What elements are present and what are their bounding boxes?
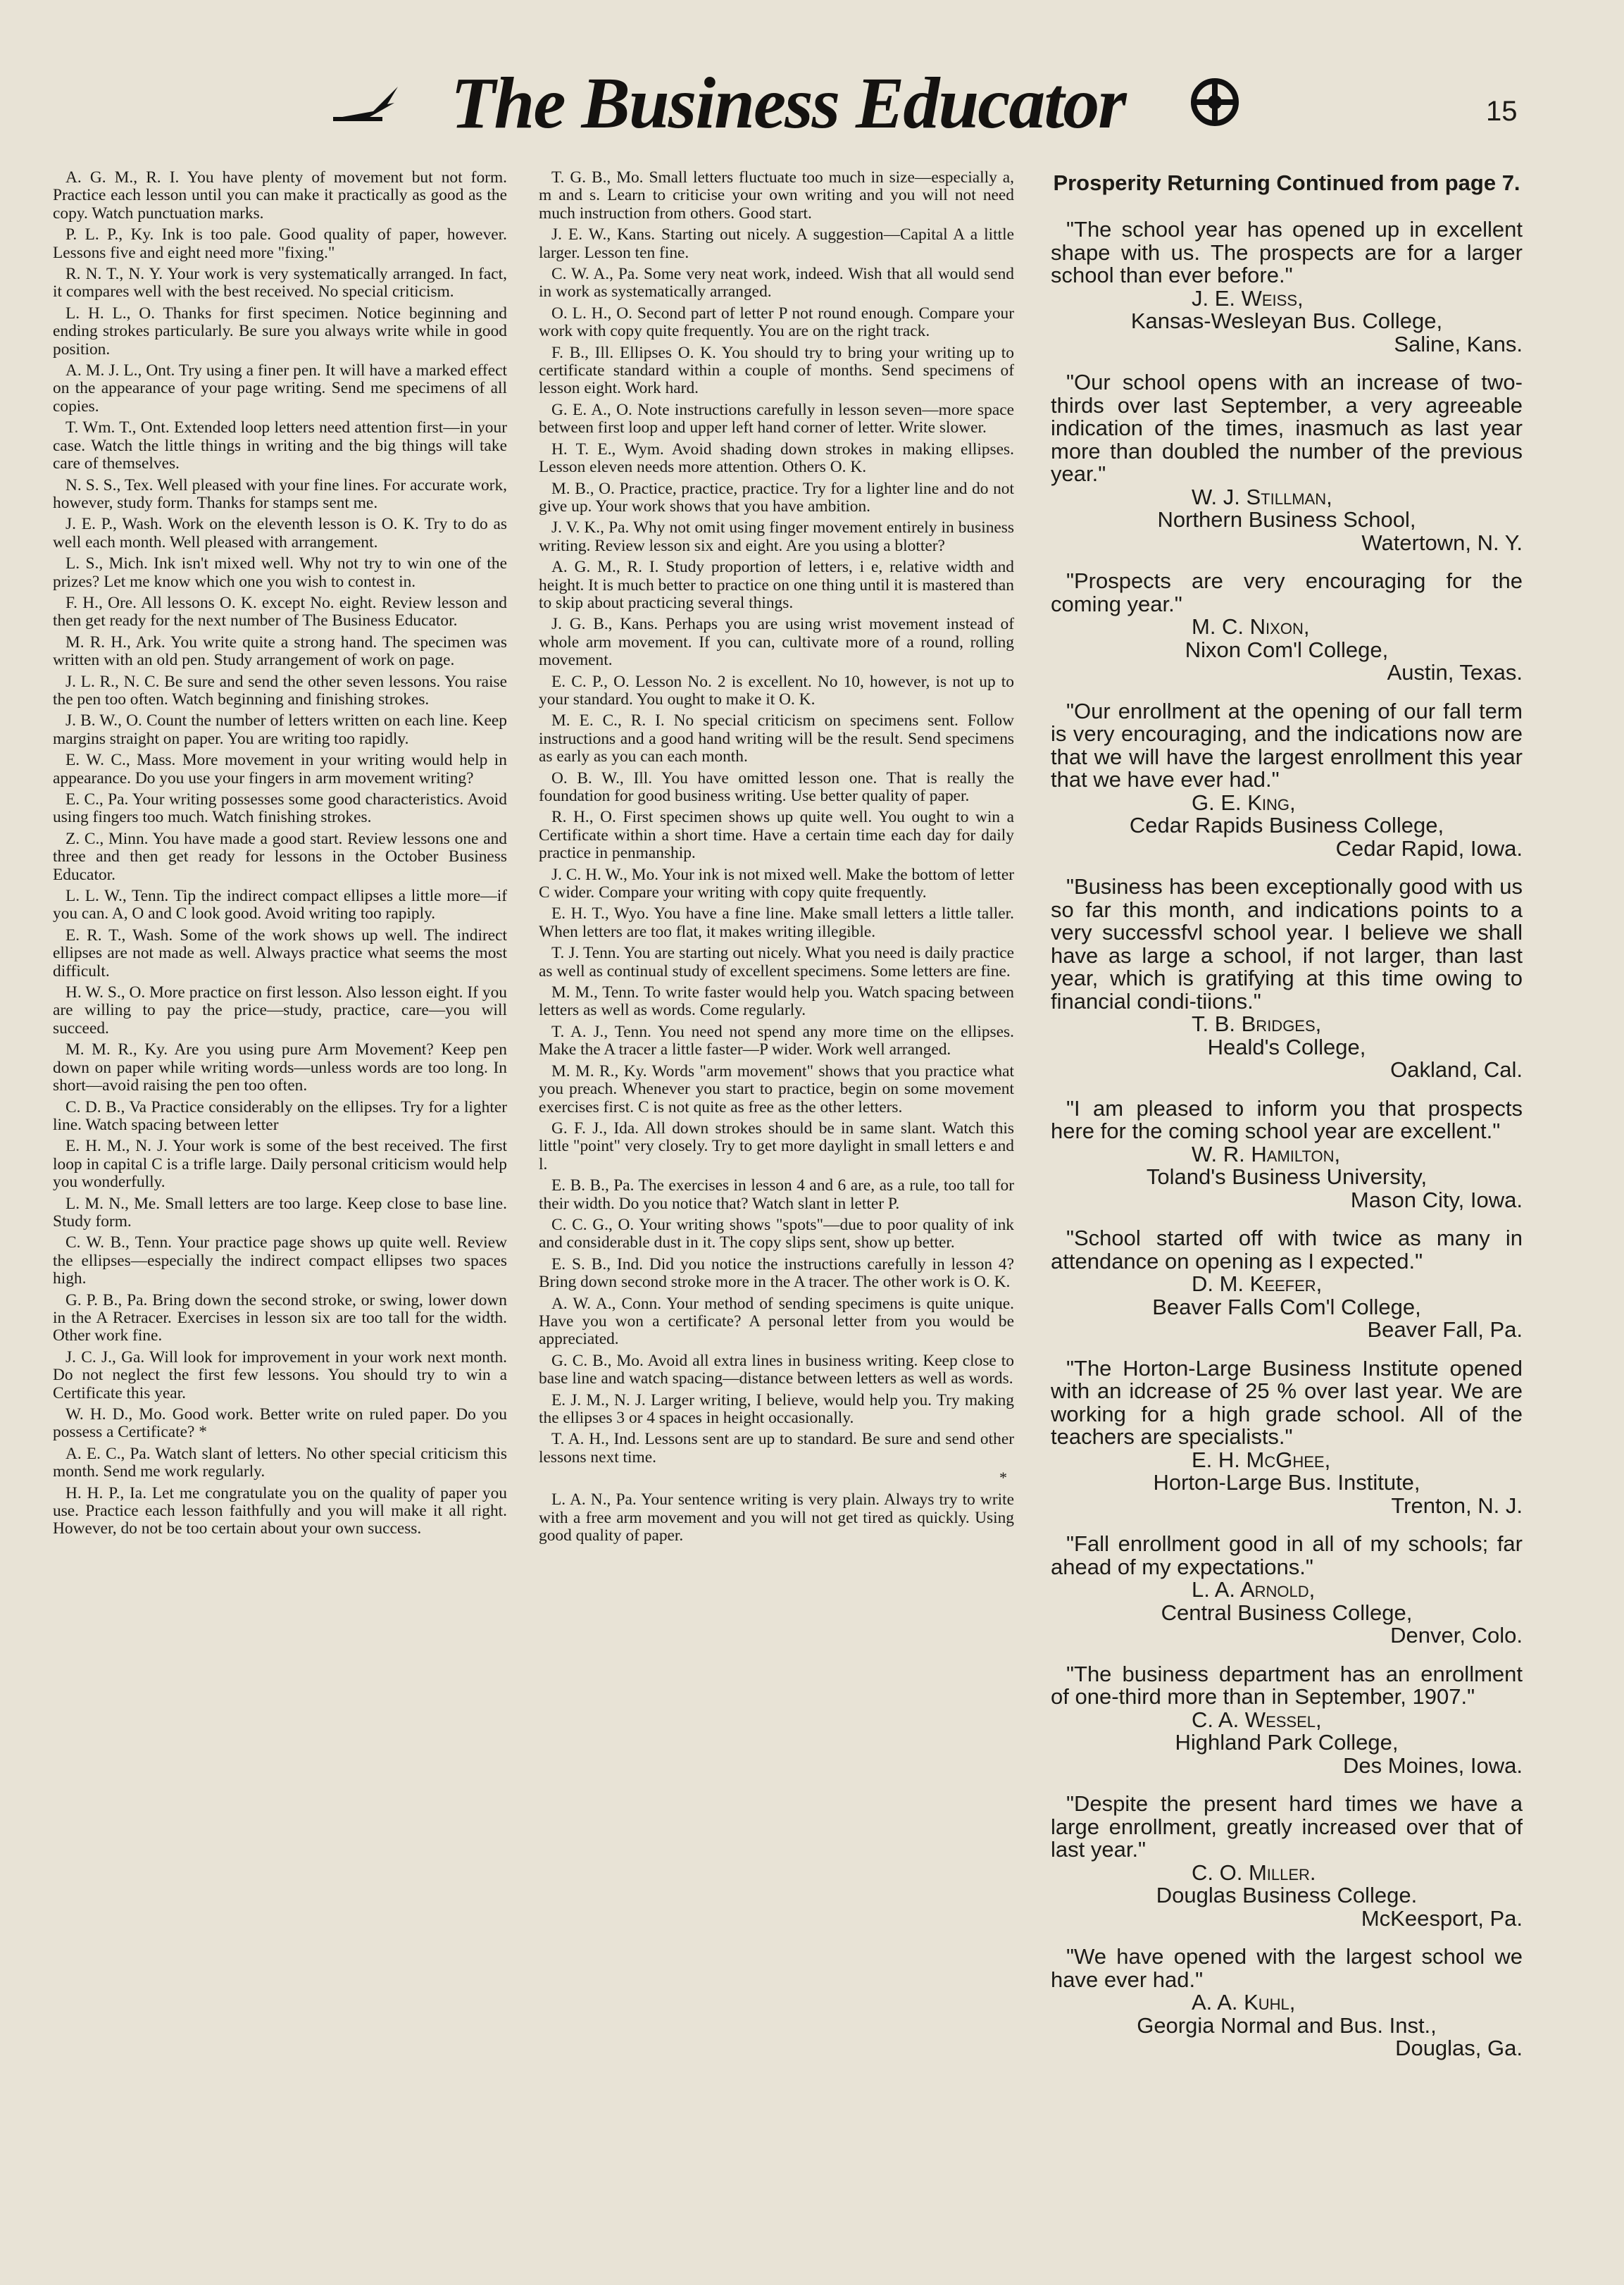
end-mark: * [999, 1469, 1007, 1487]
criticism-entry: L. S., Mich. Ink isn't mixed well. Why not try to win one of the prizes? Let me know which one you wish to contest in. [53, 554, 507, 591]
criticism-entry: A. W. A., Conn. Your method of sending specimens is quite unique. Have you won a certificate? A personal letter from you would be appreciated. [539, 1294, 1014, 1349]
criticism-entry: H. T. E., Wym. Avoid shading down strokes in making ellipses. Lesson eleven needs more attention. Others O. K. [539, 440, 1014, 477]
criticism-entry: R. H., O. First specimen shows up quite well. You ought to win a Certificate within a short time. Have a certain time each day for daily practice in penmanship. [539, 808, 1014, 863]
testimonial-quote: "Despite the present hard times we have a large enrollment, greatly increased over that of last year." [1051, 1791, 1523, 1862]
testimonial-quote: "Fall enrollment good in all of my schools; far ahead of my expectations." [1051, 1531, 1523, 1579]
criticism-entry: E. C., Pa. Your writing possesses some good characteristics. Avoid using fingers too much. Watch finishing strokes. [53, 790, 507, 827]
testimonial [1051, 700, 1523, 861]
criticism-entry: M. E. C., R. I. No special criticism on specimens sent. Follow instructions and a good hand writing will be the result. Send specimens as early as you can each month. [539, 711, 1014, 766]
signature-school: Northern Business School, [1157, 507, 1416, 532]
signature-place: Beaver Fall, Pa. [1367, 1317, 1523, 1342]
criticism-entry: T. A. H., Ind. Lessons sent are up to standard. Be sure and send other lessons next time. [539, 1430, 1014, 1467]
signature-place: Watertown, N. Y. [1361, 530, 1523, 555]
testimonial-quote: "The business department has an enrollment of one-third more than in September, 1907." [1051, 1661, 1523, 1709]
testimonial [1051, 570, 1523, 685]
criticism-entry: E. W. C., Mass. More movement in your writing would help in appearance. Do you use your fingers in arm movement writing? [53, 751, 507, 787]
signature-place: Douglas, Ga. [1395, 2036, 1523, 2060]
criticism-entry: E. H. M., N. J. Your work is some of the best received. The first loop in capital C is a trifle large. Daily personal criticism would help you wonderfully. [53, 1137, 507, 1192]
signature-place: Austin, Texas. [1387, 660, 1523, 685]
criticism-entry: M. B., O. Practice, practice, practice. Try for a lighter line and do not give up. Your work shows that you have ambition. [539, 479, 1014, 516]
signature-name: T. B. Bridges, [1192, 1011, 1322, 1036]
criticism-entry: O. B. W., Ill. You have omitted lesson one. That is really the foundation for good business writing. Use better quality of paper. [539, 768, 1014, 805]
criticism-entry: T. Wm. T., Ont. Extended loop letters need attention first—in your case. Watch the little things in writing and the big things will take care of themselves. [53, 418, 507, 473]
signature-place: Trenton, N. J. [1391, 1493, 1523, 1518]
criticism-entry: T. G. B., Mo. Small letters fluctuate too much in size—especially a, m and s. Learn to criticise your own writing and you will not need much instruction from others. Good start. [539, 168, 1014, 223]
testimonial-quote: "We have opened with the largest school we have ever had." [1051, 1944, 1523, 1992]
criticism-column-1 [53, 169, 507, 1542]
criticism-entry: G. P. B., Pa. Bring down the second stroke, or swing, lower down in the A Retracer. Exercises in lesson six are too tall for the width. Other work fine. [53, 1290, 507, 1345]
signature-name: D. M. Keefer, [1192, 1271, 1323, 1296]
criticism-entry: C. C. G., O. Your writing shows "spots"—due to poor quality of ink and considerable dust in it. The copy slips sent, show up better. [539, 1215, 1014, 1252]
signature-name: L. A. Arnold, [1192, 1577, 1316, 1602]
criticism-entry: A. E. C., Pa. Watch slant of letters. No other special criticism this month. Send me work regularly. [53, 1444, 507, 1481]
prosperity-column [1051, 169, 1523, 2076]
criticism-entry: L. H. L., O. Thanks for first specimen. Notice beginning and ending strokes particularly. Be sure you always write while in good position. [53, 304, 507, 359]
signature-name: J. E. Weiss, [1192, 285, 1304, 311]
criticism-entry: T. J. Tenn. You are starting out nicely. What you need is daily practice as well as continual study of excellent specimens. Some letters are fine. [539, 944, 1014, 980]
signature-name: W. R. Hamilton, [1192, 1141, 1341, 1166]
signature-name: G. E. King, [1192, 790, 1296, 815]
criticism-entry: M. M. R., Ky. Words "arm movement" shows that you practice what you preach. Whenever you start to practice, begin on some movement exercises first. C is not quite as free as the other letters. [539, 1061, 1014, 1116]
page-number: 15 [1486, 96, 1518, 127]
criticism-entry: C. D. B., Va Practice considerably on the ellipses. Try for a lighter line. Watch spacing between letter [53, 1097, 507, 1134]
criticism-entry: A. G. M., R. I. Study proportion of letters, i e, relative width and height. It is much better to practice on one thing until it is mastered than to skip about practicing several things. [539, 558, 1014, 612]
testimonial [1051, 1663, 1523, 1778]
testimonial [1051, 218, 1523, 356]
criticism-entry: A. M. J. L., Ont. Try using a finer pen. It will have a marked effect on the appearance of your page writing. Send me specimens of all copies. [53, 361, 507, 416]
criticism-entry: E. S. B., Ind. Did you notice the instructions carefully in lesson 4? Bring down second stroke more in the A tracer. The other work is O. K. [539, 1254, 1014, 1292]
criticism-entry: L. A. N., Pa. Your sentence writing is very plain. Always try to write with a free arm movement and you will not get tired as quickly. Using good quality of paper. [539, 1490, 1014, 1545]
testimonial-quote: "I am pleased to inform you that prospects here for the coming school year are excellent." [1051, 1095, 1523, 1143]
criticism-entry: O. L. H., O. Second part of letter P not round enough. Compare your work with copy quite frequently. You are on the right track. [539, 304, 1014, 341]
criticism-entry: H. H. P., Ia. Let me congratulate you on the quality of paper you use. Practice each lesson faithfully and you will make it all right. However, do not be too certain about your own success. [53, 1483, 507, 1538]
criticism-entry: G. E. A., O. Note instructions carefully in lesson seven—more space between first loop and upper left hand corner of letter. Write slower. [539, 400, 1014, 437]
signature-school: Horton-Large Bus. Institute, [1153, 1470, 1420, 1495]
testimonial-list [1051, 218, 1523, 2060]
criticism-entry: E. H. T., Wyo. You have a fine line. Make small letters a little taller. When letters are too flat, it makes writing illegible. [539, 904, 1014, 941]
criticism-column-2 [539, 169, 1014, 1548]
signature-school: Nixon Com'l College, [1185, 637, 1389, 662]
signature-school: Douglas Business College. [1156, 1883, 1418, 1907]
criticism-entry: Z. C., Minn. You have made a good start. Review lessons one and three and then get ready for lessons in the October Business Educator. [53, 829, 507, 884]
signature-school: Highland Park College, [1175, 1730, 1399, 1755]
criticism-entry: M. M. R., Ky. Are you using pure Arm Movement? Keep pen down on paper while writing words—unless words are too long. In short—avoid raising the pen too often. [53, 1040, 507, 1095]
testimonial-quote: "The Horton-Large Business Institute opened with an idcrease of 25 % over last year. We are working for a high grade school. All of the teachers are specialists." [1051, 1355, 1523, 1449]
criticism-entry: L. L. W., Tenn. Tip the indirect compact ellipses a little more—if you can. A, O and C look good. Avoid writing too rapiply. [53, 887, 507, 923]
criticism-entry: R. N. T., N. Y. Your work is very systematically arranged. In fact, it compares well with the best received. No special criticism. [53, 265, 507, 301]
criticism-entry: C. W. B., Tenn. Your practice page shows up quite well. Review the ellipses—especially the indirect compact ellipses two spaces high. [53, 1233, 507, 1288]
signature-place: Denver, Colo. [1390, 1623, 1523, 1648]
ornament-icon [1187, 74, 1243, 130]
criticism-entry: E. J. M., N. J. Larger writing, I believe, would help you. Try making the ellipses 3 or 4 spaces in height occasionally. [539, 1390, 1014, 1427]
criticism-entry: G. F. J., Ida. All down strokes should be in same slant. Watch this little "point" very closely. Try to get more daylight in small letters e and l. [539, 1119, 1014, 1173]
signature-place: Cedar Rapid, Iowa. [1335, 835, 1523, 861]
testimonial [1051, 1357, 1523, 1518]
criticism-entry: M. M., Tenn. To write faster would help you. Watch spacing between letters as well as words. Come regularly. [539, 983, 1014, 1020]
testimonial-quote: "Our school opens with an increase of two-thirds over last September, a very agreeable indication of the times, inasmuch as last year more than doubled the number of the previous year." [1051, 370, 1523, 486]
criticism-entry: H. W. S., O. More practice on first lesson. Also lesson eight. If you are willing to pay the price—study, practice, care—you will succeed. [53, 983, 507, 1038]
signature-place: Mason City, Iowa. [1350, 1187, 1523, 1212]
criticism-entry: F. H., Ore. All lessons O. K. except No. eight. Review lesson and then get ready for the next number of The Business Educator. [53, 593, 507, 630]
criticism-entry: J. E. P., Wash. Work on the eleventh lesson is O. K. Try to do as well each month. Well pleased with arrangement. [53, 515, 507, 552]
criticism-entry: N. S. S., Tex. Well pleased with your fine lines. For accurate work, however, study form. Thanks for stamps sent me. [53, 475, 507, 512]
section-title: Prosperity Returning Continued from page 7. [1053, 170, 1520, 195]
signature-name: A. A. Kuhl, [1192, 1990, 1296, 2015]
criticism-entry: J. C. H. W., Mo. Your ink is not mixed well. Make the bottom of letter C wider. Compare your writing with copy quite frequently. [539, 865, 1014, 902]
criticism-entry: E. B. B., Pa. The exercises in lesson 4 and 6 are, as a rule, too tall for their width. Do you notice that? Watch slant in letter P. [539, 1176, 1014, 1213]
testimonial [1051, 876, 1523, 1082]
criticism-entry: J. V. K., Pa. Why not omit using finger movement entirely in business writing. Review lesson six and eight. Are you using a blotter? [539, 518, 1014, 555]
testimonial [1051, 1945, 1523, 2060]
testimonial [1051, 1097, 1523, 1212]
signature-school: Heald's College, [1207, 1034, 1366, 1059]
criticism-entry: E. R. T., Wash. Some of the work shows up well. The indirect ellipses are not made as well. Always practice what seems the most difficult. [53, 926, 507, 980]
criticism-entry: W. H. D., Mo. Good work. Better write on ruled paper. Do you possess a Certificate? * [53, 1405, 507, 1442]
testimonial [1051, 371, 1523, 554]
criticism-entry: M. R. H., Ark. You write quite a strong hand. The specimen was written with an old pen. Study arrangement of work on page. [53, 633, 507, 670]
pen-icon [331, 83, 401, 122]
signature-school: Georgia Normal and Bus. Inst., [1137, 2012, 1437, 2038]
criticism-entry: L. M. N., Me. Small letters are too large. Keep close to base line. Study form. [53, 1194, 507, 1231]
signature-school: Kansas-Wesleyan Bus. College, [1130, 309, 1443, 333]
signature-school: Cedar Rapids Business College, [1129, 813, 1444, 838]
testimonial-quote: "School started off with twice as many in attendance on opening as I expected." [1051, 1226, 1523, 1274]
criticism-entry: T. A. J., Tenn. You need not spend any more time on the ellipses. Make the A tracer a little faster—P wider. Work well arranged. [539, 1022, 1014, 1059]
criticism-entry: P. L. P., Ky. Ink is too pale. Good quality of paper, however. Lessons five and eight need more "fixing." [53, 225, 507, 262]
criticism-entry: J. C. J., Ga. Will look for improvement in your work next month. Do not neglect the first few lessons. You should try to win a Certificate this year. [53, 1347, 507, 1402]
criticism-entry: C. W. A., Pa. Some very neat work, indeed. Wish that all would send in work as systematically arranged. [539, 265, 1014, 301]
signature-place: Oakland, Cal. [1390, 1057, 1523, 1082]
testimonial-quote: "Business has been exceptionally good with us so far this month, and indications points to a very successfvl school year. I believe we shall have as large a school, if not larger, than last year, which is gratifying at this time owing to financial condi-tiions." [1051, 874, 1523, 1014]
criticism-entry: J. E. W., Kans. Starting out nicely. A suggestion—Capital A a little larger. Lesson ten fine. [539, 225, 1014, 262]
criticism-entry: F. B., Ill. Ellipses O. K. You should try to bring your writing up to certificate standard within a couple of months. Send specimens of lesson eight. Work hard. [539, 343, 1014, 398]
criticism-entry: A. G. M., R. I. You have plenty of movement but not form. Practice each lesson until you can make it practically as good as the copy. Watch punctuation marks. [53, 168, 507, 223]
signature-school: Central Business College, [1161, 1600, 1413, 1625]
testimonial-quote: "Prospects are very encouraging for the coming year." [1051, 568, 1523, 616]
signature-school: Toland's Business University, [1146, 1164, 1428, 1189]
criticism-entry: E. C. P., O. Lesson No. 2 is excellent. No 10, however, is not up to your standard. You ought to make it O. K. [539, 672, 1014, 709]
signature-name: M. C. Nixon, [1192, 614, 1310, 639]
signature-name: C. O. Miller. [1192, 1860, 1316, 1885]
signature-name: C. A. Wessel, [1192, 1707, 1322, 1732]
masthead-title: The Business Educator [451, 63, 1125, 144]
testimonial-quote: "Our enrollment at the opening of our fall term is very encouraging, and the indications now are that we will have the largest enrollment this year that we have ever had." [1051, 698, 1523, 792]
criticism-entry: J. B. W., O. Count the number of letters written on each line. Keep margins straight on paper. You are writing too rapidly. [53, 711, 507, 748]
criticism-entry: G. C. B., Mo. Avoid all extra lines in business writing. Keep close to base line and watch spacing—distance between letters as well as words. [539, 1351, 1014, 1388]
criticism-entry: J. L. R., N. C. Be sure and send the other seven lessons. You raise the pen too often. Watch beginning and finishing strokes. [53, 672, 507, 709]
signature-name: E. H. McGhee, [1192, 1447, 1331, 1472]
signature-name: W. J. Stillman, [1192, 484, 1332, 509]
testimonial [1051, 1533, 1523, 1648]
testimonial [1051, 1227, 1523, 1342]
signature-place: Des Moines, Iowa. [1343, 1752, 1523, 1778]
testimonial-quote: "The school year has opened up in excellent shape with us. The prospects are for a larger school than ever before." [1051, 217, 1523, 287]
signature-place: McKeesport, Pa. [1361, 1905, 1523, 1931]
signature-place: Saline, Kans. [1394, 331, 1523, 356]
signature-school: Beaver Falls Com'l College, [1152, 1294, 1421, 1319]
criticism-entry: J. G. B., Kans. Perhaps you are using wrist movement instead of whole arm movement. If you can, cultivate more of a round, rolling movement. [539, 615, 1014, 670]
testimonial [1051, 1793, 1523, 1930]
masthead [0, 0, 1624, 155]
